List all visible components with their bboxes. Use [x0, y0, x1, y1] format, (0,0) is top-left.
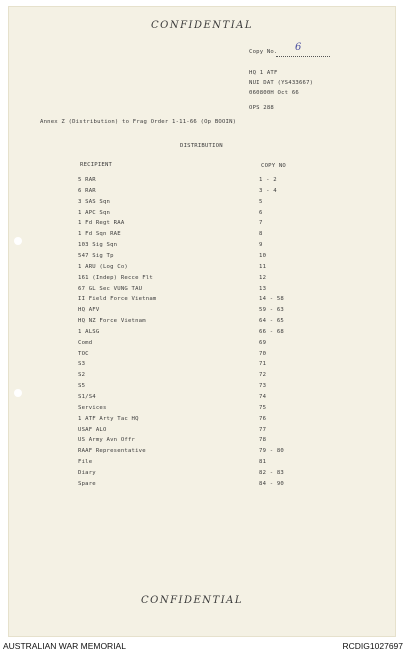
copy-number: 84 - 90 [259, 480, 284, 487]
recipient-name: S2 [78, 372, 86, 379]
copy-number: 71 [259, 361, 267, 368]
copy-number: 82 - 83 [259, 469, 284, 476]
footer-record-id: RCDIG1027697 [342, 641, 403, 651]
recipient-name: S1/S4 [78, 394, 96, 400]
distribution-title: DISTRIBUTION [180, 143, 223, 149]
copy-number: 70 [259, 350, 267, 357]
recipient-name: 1 Fd Sqn RAE [78, 231, 121, 238]
distribution-row [8, 340, 396, 349]
footer-source: AUSTRALIAN WAR MEMORIAL [3, 641, 126, 651]
copy-number: 79 - 80 [259, 448, 284, 455]
classification-top: CONFIDENTIAL [151, 20, 254, 31]
copy-number: 5 [259, 198, 263, 205]
distribution-row [8, 383, 396, 392]
recipient-name: 6 RAR [78, 187, 96, 194]
recipient-name: 1 ATF Arty Tac HQ [78, 415, 139, 422]
distribution-row [8, 361, 396, 370]
distribution-row [8, 470, 396, 479]
header-unit: HQ 1 ATF [249, 70, 278, 76]
copy-number: 14 - 58 [259, 296, 284, 303]
distribution-row [8, 481, 396, 490]
header-location: NUI DAT (YS433667) [249, 80, 314, 86]
recipient-name: Comd [78, 339, 93, 346]
punch-hole [14, 389, 22, 397]
copy-number: 8 [259, 231, 263, 238]
recipient-name: 1 Fd Regt RAA [78, 220, 125, 227]
copy-number: 78 [259, 437, 267, 444]
recipient-name: USAF ALO [78, 426, 107, 433]
copy-number: 3 - 4 [259, 187, 277, 194]
copy-number: 7 [259, 220, 263, 227]
copy-number: 64 - 65 [259, 318, 284, 325]
distribution-row [8, 210, 396, 219]
distribution-row [8, 351, 396, 360]
copy-number: 13 [259, 285, 267, 292]
copy-number: 73 [259, 383, 267, 390]
recipient-name: S5 [78, 383, 86, 390]
recipient-name: 1 ARU (Log Co) [78, 263, 128, 270]
distribution-row [8, 448, 396, 457]
copy-number-label: Copy No. [249, 49, 278, 55]
annex-title: Annex Z (Distribution) to Frag Order 1-11-66 (Op BOOIN) [40, 119, 237, 125]
recipient-name: 5 RAR [78, 177, 96, 183]
distribution-row [8, 437, 396, 446]
copy-number: 10 [259, 252, 267, 259]
copy-number: 6 [259, 209, 263, 216]
copy-number: 11 [259, 263, 267, 270]
classification-bottom: CONFIDENTIAL [141, 595, 244, 606]
distribution-row [8, 253, 396, 262]
recipient-name: US Army Avn Offr [78, 437, 136, 444]
archive-footer [0, 637, 407, 654]
distribution-row [8, 199, 396, 208]
copy-number: 74 [259, 394, 267, 400]
recipient-name: File [78, 459, 93, 466]
copy-number-line [276, 56, 330, 57]
copy-number: 59 - 63 [259, 307, 284, 314]
copy-number: 1 - 2 [259, 177, 277, 183]
document-page [8, 6, 396, 637]
recipient-name: 3 SAS Sqn [78, 198, 111, 205]
recipient-name: Diary [78, 469, 96, 476]
recipient-name: 103 Sig Sqn [78, 242, 118, 249]
distribution-row [8, 318, 396, 327]
recipient-name: RAAF Representative [78, 448, 146, 455]
recipient-name: II Field Force Vietnam [78, 296, 157, 303]
distribution-row [8, 372, 396, 381]
recipient-name: 1 ALSG [78, 328, 100, 335]
distribution-row [8, 231, 396, 240]
recipient-name: 1 APC Sqn [78, 209, 111, 216]
copy-number: 72 [259, 372, 267, 379]
copy-number: 75 [259, 404, 267, 411]
copy-number: 69 [259, 339, 267, 346]
copy-number: 81 [259, 459, 267, 466]
distribution-row [8, 242, 396, 251]
recipient-name: HQ NZ Force Vietnam [78, 318, 146, 325]
recipient-name: 547 Sig Tp [78, 252, 114, 259]
distribution-row [8, 394, 396, 403]
column-header-copy-no: COPY NO [261, 163, 286, 169]
copy-number: 66 - 68 [259, 328, 284, 335]
distribution-row [8, 264, 396, 273]
distribution-row [8, 307, 396, 316]
recipient-name: S3 [78, 361, 86, 368]
recipient-name: HQ AFV [78, 307, 100, 314]
copy-number: 76 [259, 415, 267, 422]
recipient-name: TOC [78, 350, 89, 357]
recipient-name: Services [78, 404, 107, 411]
recipient-name: 67 GL Sec VUNG TAU [78, 285, 143, 292]
header-datetime: 060800H Oct 66 [249, 90, 299, 96]
distribution-row [8, 177, 396, 186]
copy-number-value: 6 [295, 42, 302, 53]
distribution-row [8, 275, 396, 284]
distribution-row [8, 459, 396, 468]
column-header-recipient: RECIPIENT [80, 162, 113, 168]
copy-number: 12 [259, 274, 267, 281]
copy-number: 77 [259, 426, 267, 433]
distribution-row [8, 286, 396, 295]
recipient-name: 161 (Indep) Recce Flt [78, 274, 153, 281]
copy-number: 9 [259, 242, 263, 249]
distribution-row [8, 416, 396, 425]
header-reference: OPS 288 [249, 105, 274, 111]
punch-hole [14, 237, 22, 245]
distribution-row [8, 296, 396, 305]
distribution-row [8, 188, 396, 197]
distribution-row [8, 427, 396, 436]
distribution-row [8, 329, 396, 338]
distribution-row [8, 405, 396, 414]
recipient-name: Spare [78, 480, 96, 487]
distribution-row [8, 220, 396, 229]
